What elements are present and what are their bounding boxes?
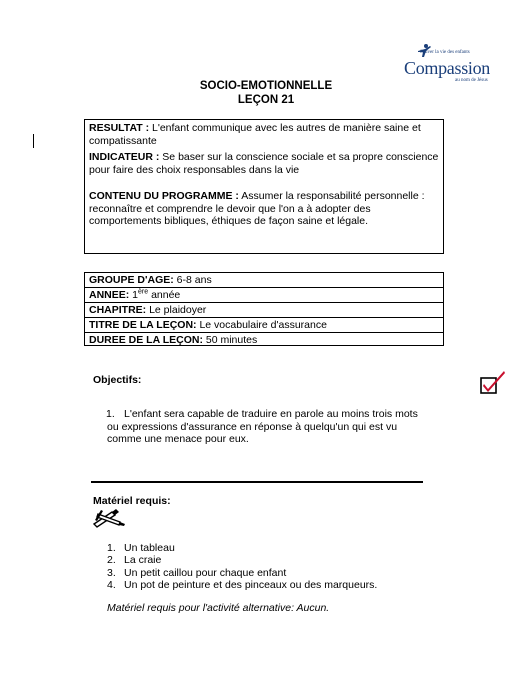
indicateur-paragraph (89, 151, 439, 176)
list-item: 1. Un tableau (107, 542, 175, 554)
materiel-heading: Matériel requis: (93, 495, 171, 507)
chapitre-label: CHAPITRE: (89, 304, 147, 316)
groupe-row (85, 273, 443, 288)
contenu-paragraph (89, 190, 439, 228)
objectif-1-text-block (107, 408, 427, 446)
annee-value-rest: année (148, 289, 181, 301)
chapitre-value: Le plaidoyer (146, 304, 207, 316)
checkbox-check-icon (480, 370, 506, 399)
annee-label: ANNEE: (89, 289, 130, 301)
outcomes-box (84, 119, 444, 254)
logo-tagline-bottom: au nom de Jésus (455, 78, 488, 83)
pencil-crayons-icon (92, 508, 126, 533)
page-title-line2: LEÇON 21 (237, 94, 295, 106)
materiel-list (107, 542, 377, 591)
groupe-label: GROUPE D'AGE: (89, 274, 174, 286)
objectif-1-text: L'enfant sera capable de traduire en parole au moins trois mots ou expressions d'assurance en réponse à quelqu'un qui est vu comme une menace pour eux. (107, 408, 418, 445)
list-item: 3. Un petit caillou pour chaque enfant (107, 566, 287, 579)
logo-brand: Compassion (404, 58, 491, 78)
contenu-label: CONTENU DU PROGRAMME : (89, 190, 239, 202)
page-title-line1: SOCIO-EMOTIONNELLE (199, 80, 333, 92)
alt-materiel-note: Matériel requis pour l'activité alternative: Aucun. (107, 602, 330, 614)
section-divider (91, 481, 423, 483)
titre-row (85, 318, 443, 333)
indicateur-label: INDICATEUR : (89, 151, 160, 163)
list-item: 2. La craie (107, 554, 162, 567)
indicateur-text: Se baser sur la conscience sociale et sa propre conscience pour faire des choix responsables dans la vie (89, 151, 439, 176)
objectif-1-num: 1. (106, 408, 115, 420)
logo-tagline-top: Sauver la vie des enfants (420, 50, 470, 55)
resultat-text: L'enfant communique avec les autres de manière saine et compatissante (89, 122, 421, 147)
annee-row (85, 288, 443, 303)
lesson-info-table (84, 272, 444, 346)
titre-label: TITRE DE LA LEÇON: (89, 319, 197, 331)
duree-label: DUREE DE LA LEÇON: (89, 334, 203, 346)
contenu-text: Assumer la responsabilité personnelle : reconnaître et comprendre le devoir que l'on a à adopter des comportements bibliques, éthiques de façon saine et légale. (89, 190, 425, 227)
annee-value-num: 1 (129, 289, 139, 301)
objectifs-heading: Objectifs: (93, 374, 142, 386)
duree-row (85, 333, 443, 347)
text-cursor (33, 134, 34, 148)
annee-value-sup: ère (138, 288, 149, 296)
resultat-label: RESULTAT : (89, 122, 150, 134)
duree-value: 50 minutes (202, 334, 258, 346)
list-item: 4. Un pot de peinture et des pinceaux ou des marqueurs. (107, 578, 378, 591)
titre-value: Le vocabulaire d'assurance (196, 319, 327, 331)
resultat-paragraph (89, 122, 439, 147)
chapitre-row (85, 303, 443, 318)
groupe-value: 6-8 ans (173, 274, 212, 286)
